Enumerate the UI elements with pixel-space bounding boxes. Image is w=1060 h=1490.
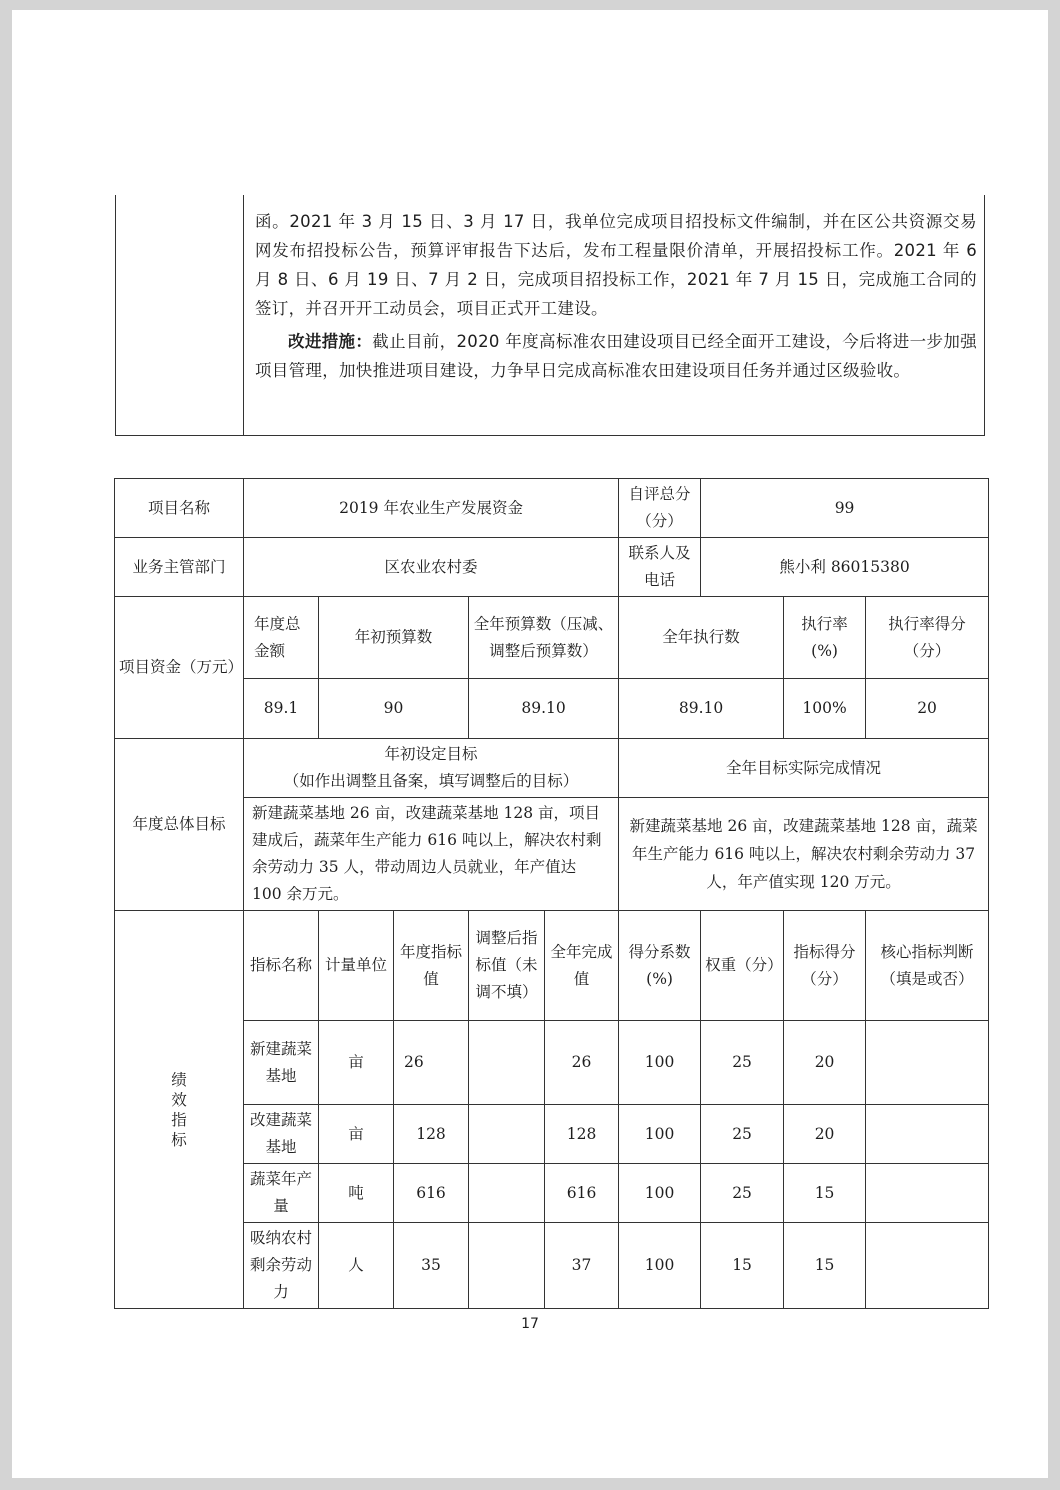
perf-header-unit: 计量单位 [319,911,394,1021]
perf-target: 128 [394,1105,469,1164]
table-row [115,1021,989,1105]
improvement-label: 改进措施： [288,332,373,351]
perf-header-score: 指标得分（分） [784,911,866,1021]
perf-score: 15 [784,1164,866,1223]
improvement-text: 截止目前，2020 年度高标准农田建设项目已经全面开工建设，今后将进一步加强项目管理，加快推进项目建设，力争早日完成高标准农田建设项目任务并通过区级验收。 [255,332,978,380]
table-row [115,1164,989,1223]
perf-name: 新建蔬菜基地 [244,1021,319,1105]
perf-unit: 亩 [319,1105,394,1164]
perf-score: 15 [784,1223,866,1309]
table-divider [243,195,244,435]
perf-label-char: 绩 [171,1070,187,1089]
funds-header-total: 年度总金额 [244,597,319,679]
perf-coef: 100 [619,1105,701,1164]
rate-label: 执行率 [801,614,848,633]
self-score-label: 自评总分（分） [619,479,701,538]
perf-label-char: 效 [171,1090,187,1109]
funds-header-rate [784,597,866,679]
goal-label: 年度总体目标 [115,739,244,911]
perf-unit: 人 [319,1223,394,1309]
perf-adjusted [469,1223,545,1309]
perf-actual: 37 [545,1223,619,1309]
table-row [115,679,989,739]
goal-set-header-note: （如作出调整且备案，填写调整后的目标） [283,772,579,790]
bidding-paragraph: 函。2021 年 3 月 15 日、3 月 17 日，我单位完成项目招投标文件编制，并在区公共资源交易网发布招投标公告，预算评审报告下达后，发布工程量限价清单，开展招投标工作。2021 年 6 月 8 日、6 月 19 日、7 月 2 日，完成项目招投标工作，2021 年 7 月 15 日，完成施工合同的签订，并召开开工动员会，项目正式开工建设。 [255,212,977,318]
perf-actual: 128 [545,1105,619,1164]
funds-total: 89.1 [244,679,319,739]
perf-adjusted [469,1164,545,1223]
goal-actual-header: 全年目标实际完成情况 [619,739,989,798]
perf-weight: 25 [701,1105,784,1164]
perf-weight: 25 [701,1164,784,1223]
perf-name: 吸纳农村剩余劳动力 [244,1223,319,1309]
table-row [115,911,989,1021]
funds-initial: 90 [319,679,469,739]
goal-actual-text: 新建蔬菜基地 26 亩，改建蔬菜基地 128 亩，蔬菜年生产能力 616 吨以上，解决农村剩余劳动力 37 人，年产值实现 120 万元。 [619,798,989,911]
perf-header-core: 核心指标判断（填是或否） [866,911,989,1021]
dept: 区农业农村委 [244,538,619,597]
goal-set-text: 新建蔬菜基地 26 亩，改建蔬菜基地 128 亩，项目建成后，蔬菜年生产能力 616 吨以上，解决农村剩余劳动力 35 人，带动周边人员就业，年产值达 100 余万元。 [244,798,619,911]
funds-header-rate-score: 执行率得分（分） [866,597,989,679]
contact-label: 联系人及电话 [619,538,701,597]
perf-core [866,1164,989,1223]
perf-header-weight: 权重（分） [701,911,784,1021]
perf-label [115,911,244,1309]
dept-label: 业务主管部门 [115,538,244,597]
self-score: 99 [701,479,989,538]
page-number: 17 [521,1316,539,1332]
funds-executed: 89.10 [619,679,784,739]
perf-core [866,1105,989,1164]
perf-name: 改建蔬菜基地 [244,1105,319,1164]
perf-label-char: 指 [171,1110,187,1129]
perf-header-name: 指标名称 [244,911,319,1021]
perf-header-actual: 全年完成值 [545,911,619,1021]
perf-core [866,1021,989,1105]
table-row [115,479,989,538]
table-row [115,597,989,679]
coef-unit: (%) [646,969,673,988]
perf-coef: 100 [619,1021,701,1105]
project-name-label: 项目名称 [115,479,244,538]
evaluation-table [114,478,989,1309]
project-name: 2019 年农业生产发展资金 [244,479,619,538]
table-row [115,1105,989,1164]
perf-coef: 100 [619,1164,701,1223]
funds-header-executed: 全年执行数 [619,597,784,679]
funds-label: 项目资金（万元） [115,597,244,739]
perf-name: 蔬菜年产量 [244,1164,319,1223]
coef-label: 得分系数 [628,942,691,961]
perf-unit: 吨 [319,1164,394,1223]
continuation-table [115,195,985,436]
perf-core [866,1223,989,1309]
goal-set-header [244,739,619,798]
perf-unit: 亩 [319,1021,394,1105]
perf-score: 20 [784,1021,866,1105]
perf-target: 26 [394,1021,469,1105]
funds-header-initial: 年初预算数 [319,597,469,679]
table-border-left [115,195,116,435]
perf-header-coef [619,911,701,1021]
funds-rate-score: 20 [866,679,989,739]
perf-target: 616 [394,1164,469,1223]
table-border-right [984,195,985,435]
funds-annual: 89.10 [469,679,619,739]
contact: 熊小利 86015380 [701,538,989,597]
funds-rate: 100% [784,679,866,739]
improvement-paragraph [255,327,977,385]
funds-header-annual: 全年预算数（压减、调整后预算数） [469,597,619,679]
perf-target: 35 [394,1223,469,1309]
table-row [115,538,989,597]
perf-adjusted [469,1105,545,1164]
perf-actual: 616 [545,1164,619,1223]
document-page [12,10,1048,1478]
perf-score: 20 [784,1105,866,1164]
continuation-text [255,207,977,385]
perf-actual: 26 [545,1021,619,1105]
perf-header-adjusted: 调整后指标值（未调不填） [469,911,545,1021]
table-row [115,798,989,911]
perf-weight: 15 [701,1223,784,1309]
table-row [115,739,989,798]
perf-adjusted [469,1021,545,1105]
perf-label-char: 标 [171,1130,187,1149]
perf-coef: 100 [619,1223,701,1309]
goal-set-header-main: 年初设定目标 [384,745,478,763]
rate-unit: (%) [811,641,838,660]
perf-weight: 25 [701,1021,784,1105]
perf-header-target: 年度指标值 [394,911,469,1021]
table-row [115,1223,989,1309]
